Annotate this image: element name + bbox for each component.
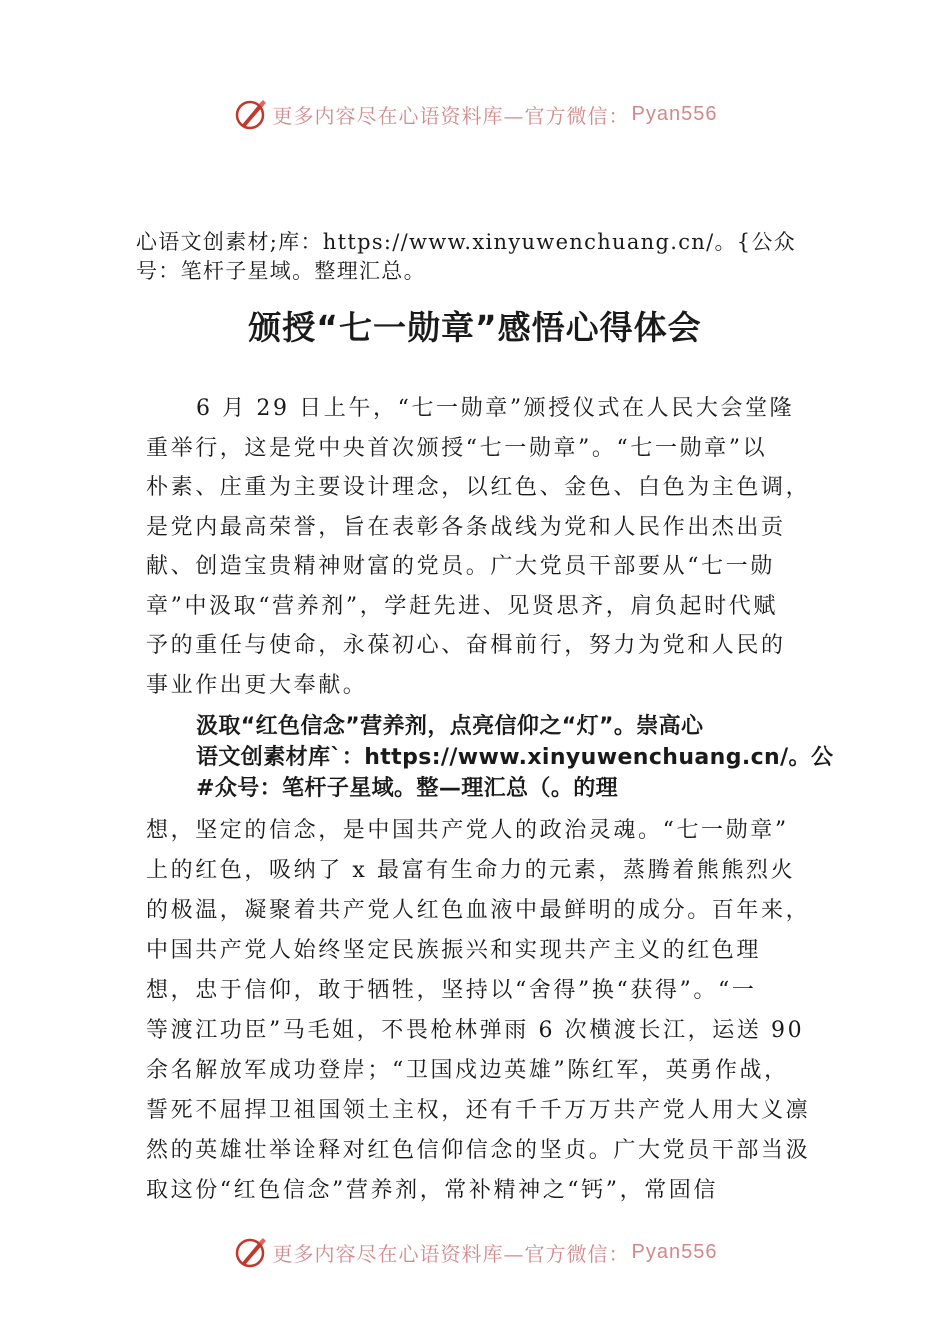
watermark-wechat-id: Pyan556 — [631, 102, 718, 125]
paragraph-line: 想，忠于信仰，敢于牺牲，坚持以“舍得”换“获得”。“一 — [146, 978, 757, 1003]
paragraph-line: 6 月 29 日上午，“七一勋章”颁授仪式在人民大会堂隆 — [196, 396, 795, 421]
section-heading-line: 语文创素材库`：https://www.xinyuwenchuang.cn/。公 — [196, 745, 834, 770]
paragraph-line: 然的英雄壮举诠释对红色信仰信念的坚贞。广大党员干部当汲 — [146, 1138, 811, 1163]
paragraph-line: 重举行，这是党中央首次颁授“七一勋章”。“七一勋章”以 — [146, 436, 768, 461]
paragraph-line: 章”中汲取“营养剂”，学赶先进、见贤思齐，肩负起时代赋 — [146, 594, 778, 619]
paragraph-line: 等渡江功臣”马毛姐，不畏枪林弹雨 6 次横渡长江，运送 90 — [146, 1018, 805, 1043]
source-note-line: 心语文创素材;库：https://www.xinyuwenchuang.cn/。{公众 — [136, 230, 797, 254]
paragraph-line: 誓死不屈捍卫祖国领土主权，还有千千万万共产党人用大义凛 — [146, 1098, 811, 1123]
paragraph-line: 予的重任与使命，永葆初心、奋楫前行，努力为党和人民的 — [146, 633, 786, 658]
section-heading-line: 汲取“红色信念”营养剂，点亮信仰之“灯”。崇高心 — [196, 714, 704, 739]
watermark-text: 更多内容尽在心语资料库—官方微信： — [272, 1241, 630, 1266]
footer-watermark — [0, 1230, 950, 1274]
source-note-line: 号：笔杆子星域。整理汇总。 — [136, 259, 426, 283]
paragraph-line: 余名解放军成功登岸；“卫国戍边英雄”陈红军，英勇作战， — [146, 1058, 789, 1083]
paragraph-line: 是党内最高荣誉，旨在表彰各条战线为党和人民作出杰出贡 — [146, 515, 786, 540]
header-watermark — [0, 92, 950, 136]
document-title: 颁授“七一勋章”感悟心得体会 — [248, 308, 702, 347]
paragraph-line: 的极温，凝聚着共产党人红色血液中最鲜明的成分。百年来， — [146, 898, 811, 923]
pen-logo-icon — [233, 96, 269, 132]
pen-logo-icon — [233, 1234, 269, 1270]
section-heading-line: #众号：笔杆子星域。整—理汇总（。的理 — [196, 776, 619, 801]
paragraph-line: 中国共产党人始终坚定民族振兴和实现共产主义的红色理 — [146, 938, 762, 963]
paragraph-line: 上的红色，吸纳了 x 最富有生命力的元素，蒸腾着熊熊烈火 — [146, 858, 796, 883]
paragraph-line: 献、创造宝贵精神财富的党员。广大党员干部要从“七一勋 — [146, 554, 775, 579]
paragraph-line: 事业作出更大奉献。 — [146, 673, 368, 698]
paragraph-line: 朴素、庄重为主要设计理念，以红色、金色、白色为主色调， — [146, 475, 811, 500]
watermark-text: 更多内容尽在心语资料库—官方微信： — [272, 103, 630, 128]
watermark-wechat-id: Pyan556 — [631, 1240, 718, 1263]
paragraph-line: 取这份“红色信念”营养剂，常补精神之“钙”，常固信 — [146, 1178, 718, 1203]
paragraph-line: 想，坚定的信念，是中国共产党人的政治灵魂。“七一勋章” — [146, 818, 789, 843]
